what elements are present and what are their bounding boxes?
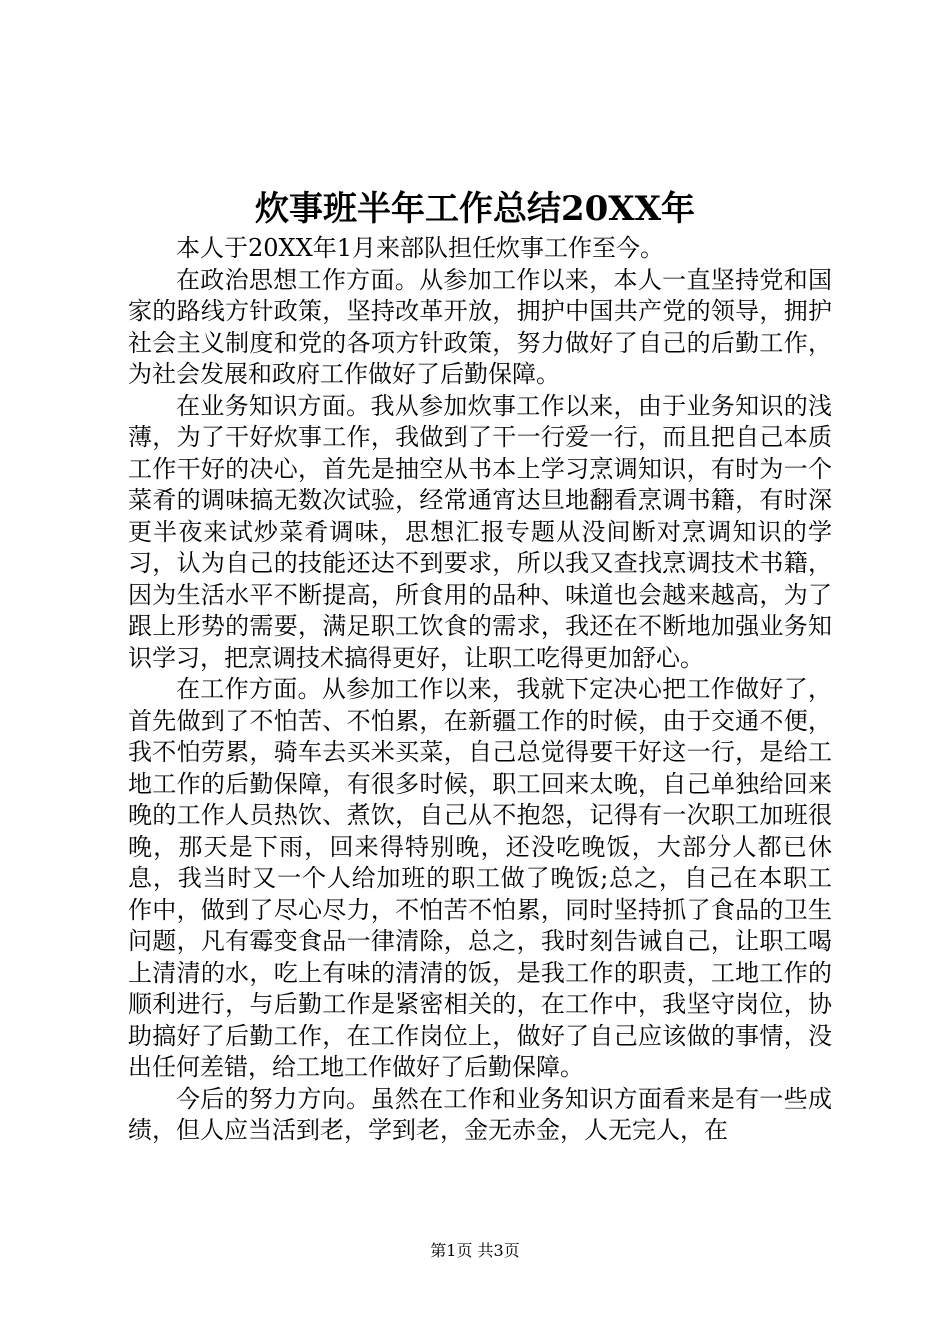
- page-number-footer: 第1页 共3页: [430, 1241, 520, 1260]
- paragraph-future-direction: 今后的努力方向。虽然在工作和业务知识方面看来是有一些成绩，但人应当活到老，学到老，金无赤金，人无完人，在: [128, 1084, 832, 1144]
- paragraph-intro: 本人于20XX年1月来部队担任炊事工作至今。: [176, 234, 664, 262]
- paragraph-business-knowledge: 在业务知识方面。我从参加炊事工作以来，由于业务知识的浅薄，为了干好炊事工作，我做到了干一行爱一行，而且把自己本质工作干好的决心，首先是抽空从书本上学习烹调知识，有时为一个菜肴的调味搞无数次试验，经常通宵达旦地翻看烹调书籍，有时深更半夜来试炒菜肴调味，思想汇报专题从没间断对烹调知识的学习，认为自己的技能还达不到要求，所以我又查找烹调技术书籍，因为生活水平不断提高，所食用的品种、味道也会越来越高，为了跟上形势的需要，满足职工饮食的需求，我还在不断地加强业务知识学习，把烹调技术搞得更好，让职工吃得更加舒心。: [128, 391, 832, 672]
- paragraph-work: 在工作方面。从参加工作以来，我就下定决心把工作做好了，首先做到了不怕苦、不怕累，在新疆工作的时候，由于交通不便，我不怕劳累，骑车去买米买菜，自己总觉得要干好这一行，是给工地工作的后勤保障，有很多时候，职工回来太晚，自己单独给回来晚的工作人员热饮、煮饮，自己从不抱怨，记得有一次职工加班很晚，那天是下雨，回来得特别晚，还没吃晚饭，大部分人都已休息，我当时又一个人给加班的职工做了晚饭;总之，自己在本职工作中，做到了尽心尽力，不怕苦不怕累，同时坚持抓了食品的卫生问题，凡有霉变食品一律清除，总之，我时刻告诫自己，让职工喝上清清的水，吃上有味的清清的饭，是我工作的职责，工地工作的顺利进行，与后勤工作是紧密相关的，在工作中，我坚守岗位，协助搞好了后勤工作，在工作岗位上，做好了自己应该做的事情，没出任何差错，给工地工作做好了后勤保障。: [128, 675, 832, 1081]
- paragraph-political: 在政治思想工作方面。从参加工作以来，本人一直坚持党和国家的路线方针政策，坚持改革开放，拥护中国共产党的领导，拥护社会主义制度和党的各项方针政策，努力做好了自己的后勤工作，为社会发展和政府工作做好了后勤保障。: [128, 265, 832, 388]
- document-body: [128, 233, 832, 1147]
- document-title: 炊事班半年工作总结20XX年: [254, 189, 696, 229]
